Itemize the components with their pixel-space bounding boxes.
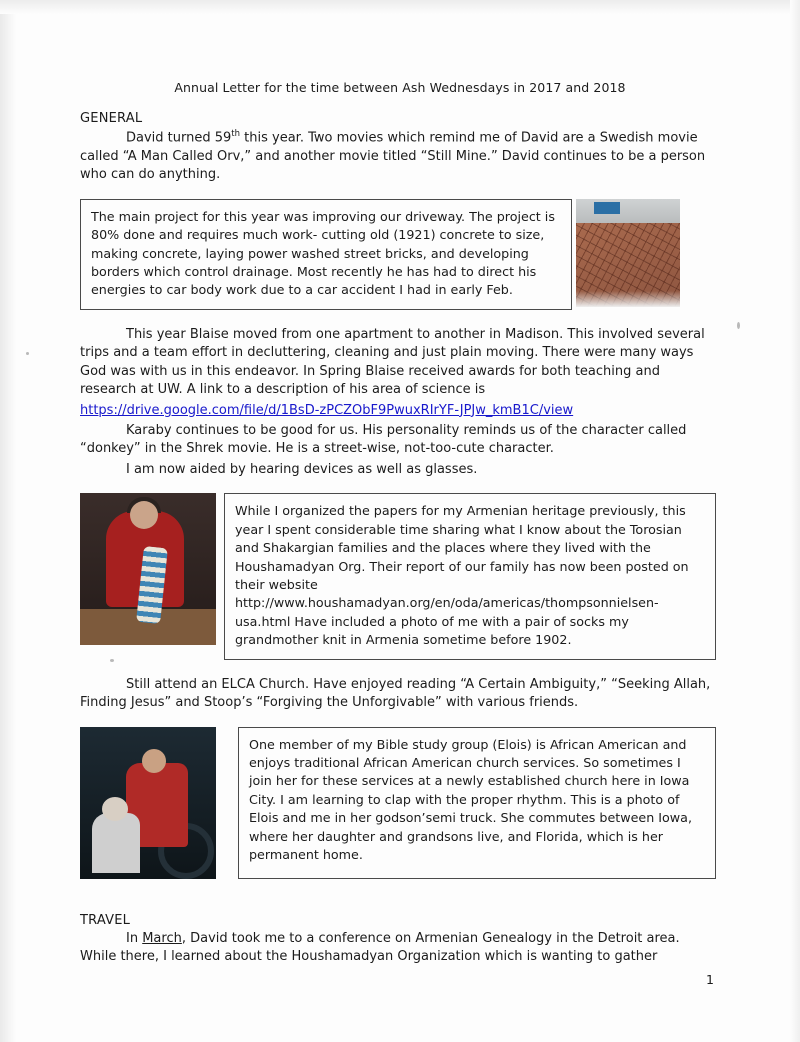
driveway-block xyxy=(80,199,720,310)
scan-speck xyxy=(26,352,29,355)
truck-photo-person-head xyxy=(142,749,166,773)
section-heading-travel: TRAVEL xyxy=(80,912,131,928)
paragraph-travel-part1: In xyxy=(126,930,143,946)
document-body xyxy=(80,0,720,966)
socks-photo xyxy=(80,493,216,645)
driveway-photo-upper-area xyxy=(576,199,680,223)
driveway-photo-snow xyxy=(576,291,680,307)
page-number: 1 xyxy=(706,972,714,987)
page-title: Annual Letter for the time between Ash Wednesdays in 2017 and 2018 xyxy=(174,80,626,95)
truck-photo-second-person-head xyxy=(102,797,128,821)
armenian-text-box: While I organized the papers for my Armenian heritage previously, this year I spent considerable time sharing what I know about the Torosian and Shakargian families and the places where they lived with the Houshamadyan Org. Their report of our family has now been posted on their website http://www.houshamadyan.org/en/oda/americas/thompsonnielsen-usa.html Have included a photo of me with a pair of socks my grandmother knit in Armenia sometime before 1902. xyxy=(224,493,716,659)
paragraph-travel xyxy=(80,930,720,967)
driveway-photo-blue-object xyxy=(594,202,620,214)
paragraph-hearing: I am now aided by hearing devices as well as glasses. xyxy=(126,461,478,477)
truck-photo xyxy=(80,727,216,879)
driveway-photo xyxy=(576,199,680,307)
blaise-science-link[interactable]: https://drive.google.com/file/d/1BsD-zPCZObF9PwuxRIrYF-JPJw_kmB1C/view xyxy=(80,402,574,418)
bible-study-block xyxy=(80,727,720,879)
paragraph-church: Still attend an ELCA Church. Have enjoyed reading “A Certain Ambiguity,” “Seeking Allah, Finding Jesus” and Stoop’s “Forgiving the Unforgivable” with various friends. xyxy=(80,676,711,711)
bible-study-text-box: One member of my Bible study group (Elois) is African American and enjoys traditional African American church services. So sometimes I join her for these services at a newly established church here in Iowa City. I am learning to clap with the proper rhythm. This is a photo of Elois and me in her godson’semi truck. She commutes between Iowa, where her daughter and grandsons live, and Florida, which is her permanent home. xyxy=(238,727,716,879)
scan-edge-left xyxy=(0,0,16,1042)
paragraph-blaise-link-line xyxy=(80,402,720,420)
truck-photo-second-person xyxy=(92,813,140,873)
scan-speck xyxy=(737,322,740,329)
paragraph-karaby: Karaby continues to be good for us. His personality reminds us of the character called “donkey” in the Shrek movie. He is a street-wise, not-too-cute character. xyxy=(80,422,687,457)
paragraph-david-superscript: th xyxy=(231,129,241,139)
section-heading-general: GENERAL xyxy=(80,111,143,126)
paragraph-david xyxy=(80,128,720,185)
paragraph-david-part2: this year. Two movies which remind me of David are a Swedish movie called “A Man Called Orv,” and another movie titled “Still Mine.” David continues to be a person who can do anything. xyxy=(80,130,706,183)
paragraph-david-part1: David turned 59 xyxy=(126,130,232,146)
driveway-text-box: The main project for this year was improving our driveway. The project is 80% done and requires much work- cutting old (1921) concrete to size, making concrete, laying power washed street bricks, and developing borders which control drainage. Most recently he has had to direct his energies to car body work due to a car accident I had in early Feb. xyxy=(80,199,572,310)
paragraph-travel-part2: , David took me to a conference on Armenian Genealogy in the Detroit area. While there, I learned about the Houshamadyan Organization which is wanting to gather xyxy=(80,930,680,964)
armenian-block xyxy=(80,493,720,659)
paragraph-travel-month: March xyxy=(142,930,182,946)
scan-edge-right xyxy=(790,0,800,1042)
paragraph-blaise: This year Blaise moved from one apartment to another in Madison. This involved several trips and a team effort in decluttering, cleaning and just plain moving. There were many ways God was with us in this endeavor. In Spring Blaise received awards for both teaching and research at UW. A link to a description of his area of science is xyxy=(80,326,705,398)
